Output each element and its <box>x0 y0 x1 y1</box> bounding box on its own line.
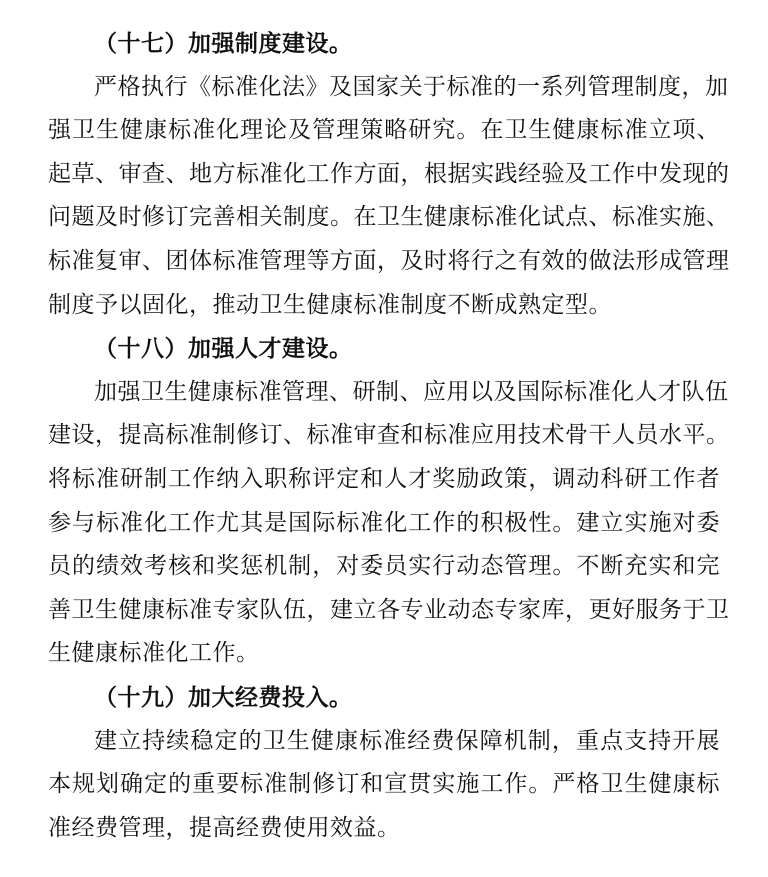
paragraph-line: 建设，提高标准制修订、标准审查和标准应用技术骨干人员水平。 <box>48 422 730 449</box>
paragraph-line: 参与标准化工作尤其是国际标准化工作的积极性。建立实施对委 <box>48 509 720 536</box>
paragraph-line: 本规划确定的重要标准制修订和宣贯实施工作。严格卫生健康标 <box>48 771 720 798</box>
paragraph-line: 生健康标准化工作。 <box>48 640 260 667</box>
paragraph-line: 准经费管理，提高经费使用效益。 <box>48 814 401 841</box>
paragraph-line: 问题及时修订完善相关制度。在卫生健康标准化试点、标准实施、 <box>48 204 730 231</box>
paragraph-line: 建立持续稳定的卫生健康标准经费保障机制，重点支持开展 <box>94 727 720 754</box>
paragraph-line: 严格执行《标准化法》及国家关于标准的一系列管理制度，加 <box>94 73 729 100</box>
paragraph-line: 起草、审查、地方标准化工作方面，根据实践经验及工作中发现的 <box>48 160 730 187</box>
section-heading-18: （十八）加强人才建设。 <box>94 335 353 363</box>
paragraph-line: 加强卫生健康标准管理、研制、应用以及国际标准化人才队伍 <box>94 378 729 405</box>
section-heading-19: （十九）加大经费投入。 <box>94 683 353 711</box>
paragraph-line: 制度予以固化，推动卫生健康标准制度不断成熟定型。 <box>48 291 612 318</box>
paragraph-line: 标准复审、团体标准管理等方面，及时将行之有效的做法形成管理 <box>48 247 730 274</box>
section-heading-17: （十七）加强制度建设。 <box>94 30 353 57</box>
document-body <box>48 22 730 850</box>
paragraph-line: 善卫生健康标准专家队伍，建立各专业动态专家库，更好服务于卫 <box>48 596 730 623</box>
paragraph-line: 员的绩效考核和奖惩机制，对委员实行动态管理。不断充实和完 <box>48 553 720 580</box>
paragraph-line: 将标准研制工作纳入职称评定和人才奖励政策，调动科研工作者 <box>48 465 720 492</box>
paragraph-line: 强卫生健康标准化理论及管理策略研究。在卫生健康标准立项、 <box>48 117 720 144</box>
